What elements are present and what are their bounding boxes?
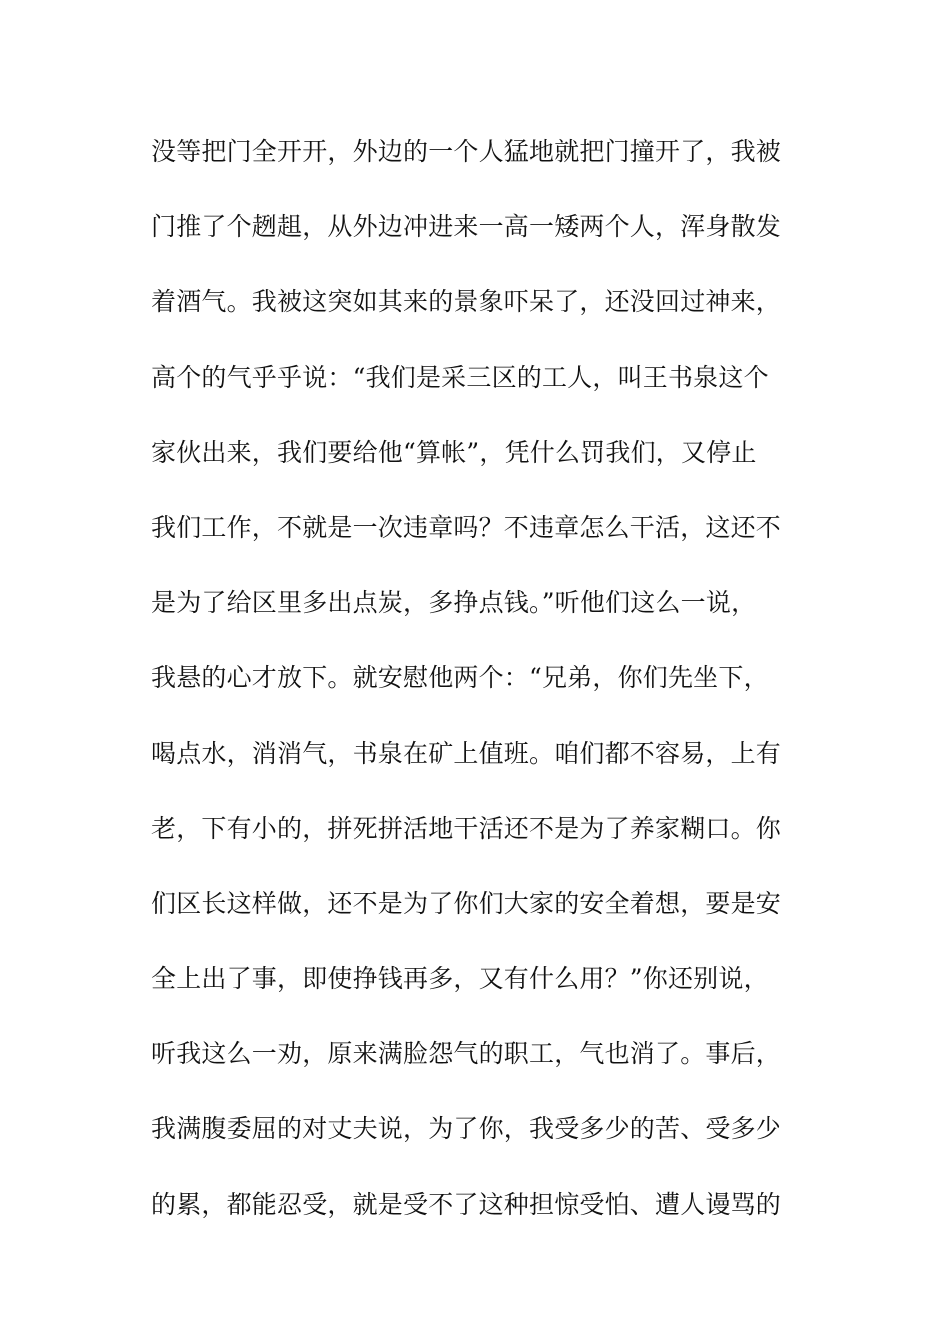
text-line: 没等把门全开开，外边的一个人猛地就把门撞开了，我被 xyxy=(151,137,782,166)
text-line: 家伙出来，我们要给他“算帐”，凭什么罚我们，又停止 xyxy=(151,437,757,467)
text-line: 门推了个趔趄，从外边冲进来一高一矮两个人，浑身散发 xyxy=(151,212,782,242)
text-line: 我悬的心才放下。就安慰他两个：“兄弟，你们先坐下， xyxy=(151,663,769,693)
text-line: 高个的气乎乎说：“我们是采三区的工人，叫王书泉这个 xyxy=(151,362,769,392)
text-line: 们区长这样做，还不是为了你们大家的安全着想，要是安 xyxy=(151,888,782,918)
text-line: 听我这么一劝，原来满脸怨气的职工，气也消了。事后， xyxy=(151,1039,782,1069)
text-line: 我们工作，不就是一次违章吗？不违章怎么干活，这还不 xyxy=(151,512,782,542)
text-line: 是为了给区里多出点炭，多挣点钱。”听他们这么一说， xyxy=(151,588,757,618)
text-line: 全上出了事，即使挣钱再多，又有什么用？”你还别说， xyxy=(151,964,769,994)
body-text xyxy=(151,129,801,1257)
text-line: 老，下有小的，拼死拼活地干活还不是为了养家糊口。你 xyxy=(151,813,782,843)
text-line: 着酒气。我被这突如其来的景象吓呆了，还没回过神来， xyxy=(151,287,782,317)
text-line: 我满腹委屈的对丈夫说，为了你，我受多少的苦、受多少 xyxy=(151,1114,782,1144)
text-line: 喝点水，消消气，书泉在矿上值班。咱们都不容易，上有 xyxy=(151,738,782,768)
text-line: 的累，都能忍受，就是受不了这种担惊受怕、遭人谩骂的 xyxy=(151,1189,782,1219)
